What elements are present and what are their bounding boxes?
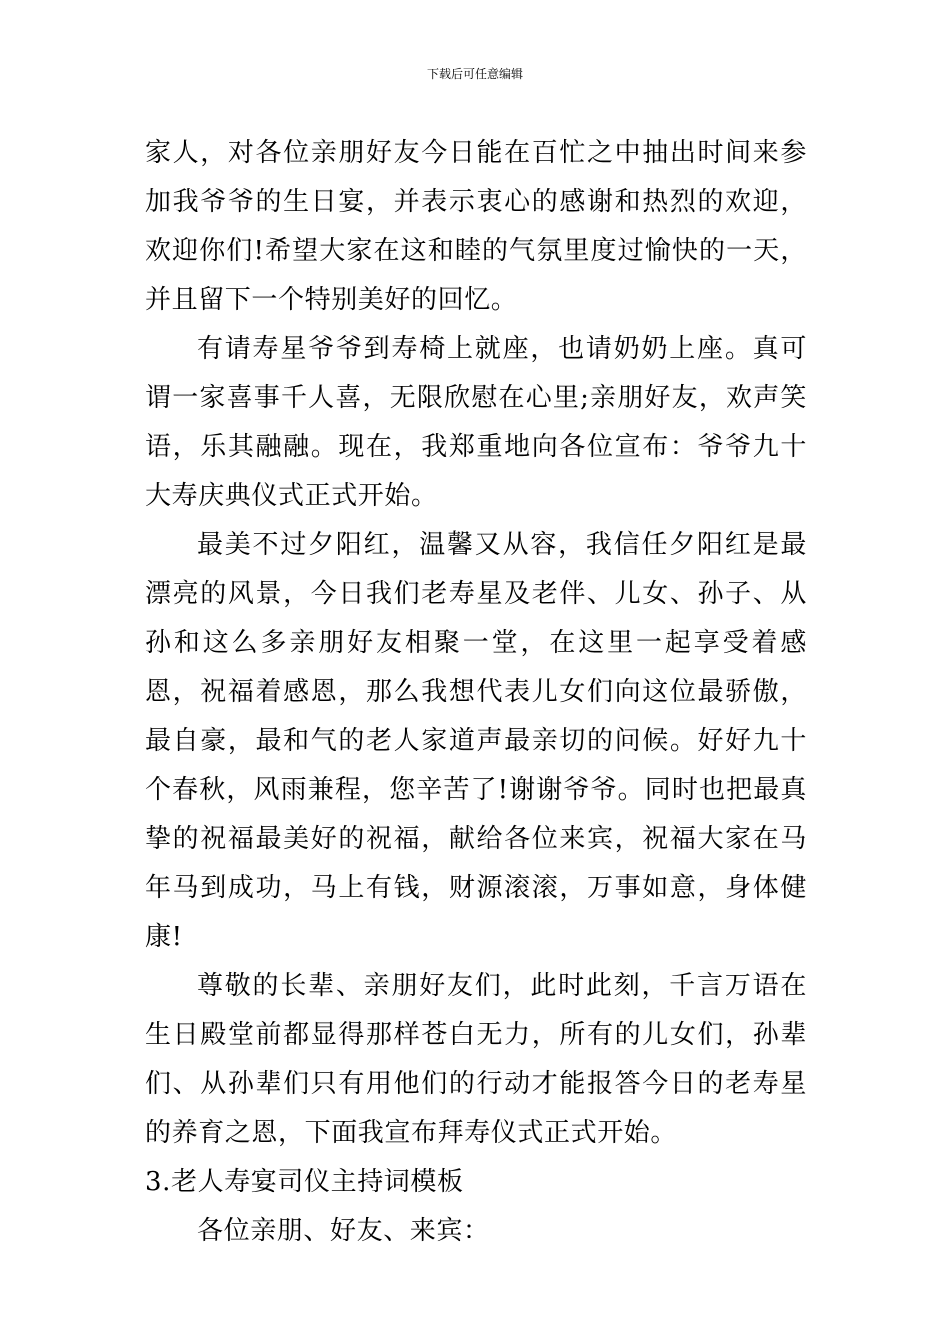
paragraph-bowing-ceremony: 尊敬的长辈、亲朋好友们，此时此刻，千言万语在生日殿堂前都显得那样苍白无力，所有的儿女们，孙辈们、从孙辈们只有用他们的行动才能报答今日的老寿星的养育之恩，下面我宣布拜寿仪式正式开始。	[145, 971, 807, 1148]
section-heading: 3.老人寿宴司仪主持词模板	[145, 1167, 464, 1197]
document-body	[145, 129, 807, 1256]
paragraph-continuation: 家人，对各位亲朋好友今日能在百忙之中抽出时间来参加我爷爷的生日宴，并表示衷心的感谢和热烈的欢迎，欢迎你们!希望大家在这和睦的气氛里度过愉快的一天，并且留下一个特别美好的回忆。	[145, 138, 807, 315]
page-header: 下载后可任意编辑	[426, 67, 523, 81]
paragraph-greeting: 各位亲朋、好友、来宾：	[197, 1216, 490, 1246]
paragraph-sunset-blessing: 最美不过夕阳红，温馨又从容，我信任夕阳红是最漂亮的风景，今日我们老寿星及老伴、儿女、孙子、从孙和这么多亲朋好友相聚一堂，在这里一起享受着感恩，祝福着感恩，那么我想代表儿女们向这位最骄傲，最自豪，最和气的老人家道声最亲切的问候。好好九十个春秋，风雨兼程，您辛苦了!谢谢爷爷。同时也把最真挚的祝福最美好的祝福，献给各位来宾，祝福大家在马年马到成功，马上有钱，财源滚滚，万事如意，身体健康!	[145, 530, 807, 952]
paragraph-ceremony-start: 有请寿星爷爷到寿椅上就座，也请奶奶上座。真可谓一家喜事千人喜，无限欣慰在心里;亲朋好友，欢声笑语，乐其融融。现在，我郑重地向各位宣布：爷爷九十大寿庆典仪式正式开始。	[145, 334, 807, 511]
